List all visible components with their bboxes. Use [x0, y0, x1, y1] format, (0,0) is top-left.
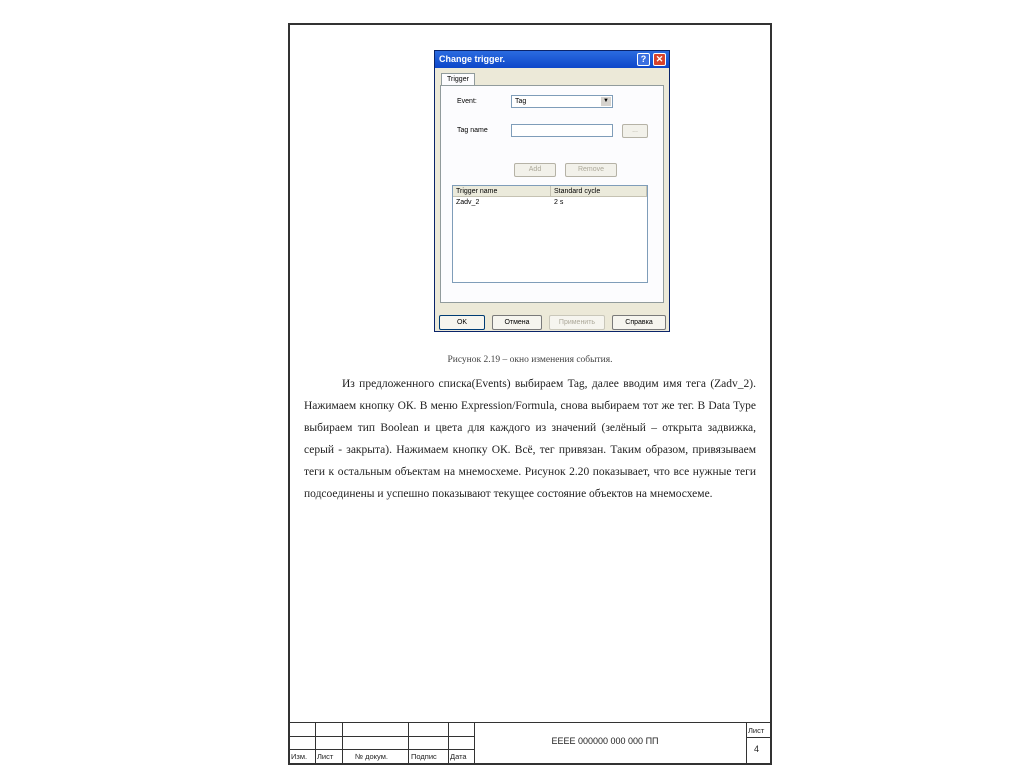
- tagname-label: Tag name: [457, 127, 488, 134]
- sheet-number: 4: [754, 744, 760, 754]
- col-date: Дата: [450, 752, 467, 761]
- row-trigger-name: Zadv_2: [456, 199, 480, 206]
- column-header-trigger-name[interactable]: Trigger name: [453, 186, 551, 197]
- event-label: Event:: [457, 98, 477, 105]
- change-trigger-dialog: [434, 50, 670, 332]
- trigger-list[interactable]: [452, 185, 648, 283]
- col-doc-number: № докум.: [355, 752, 388, 761]
- help-button[interactable]: Справка: [612, 315, 666, 330]
- add-button[interactable]: Add: [514, 163, 556, 177]
- event-value: Tag: [515, 98, 527, 105]
- trigger-panel: [440, 85, 664, 303]
- remove-button[interactable]: Remove: [565, 163, 617, 177]
- sheet-label: Лист: [748, 726, 765, 735]
- tagname-input[interactable]: [511, 124, 613, 137]
- close-icon[interactable]: ✕: [653, 53, 666, 66]
- row-standard-cycle: 2 s: [554, 199, 564, 206]
- column-header-standard-cycle[interactable]: Standard cycle: [551, 186, 647, 197]
- col-signature: Подпис: [411, 752, 437, 761]
- ok-button[interactable]: OK: [439, 315, 485, 330]
- col-list: Лист: [317, 752, 334, 761]
- browse-button[interactable]: ...: [622, 124, 648, 138]
- apply-button[interactable]: Применить: [549, 315, 605, 330]
- chevron-down-icon[interactable]: ▼: [601, 97, 611, 106]
- help-icon[interactable]: ?: [637, 53, 650, 66]
- figure-caption: Рисунок 2.19 – окно изменения события.: [447, 355, 613, 365]
- document-code: ЕЕЕЕ 000000 000 000 ПП: [551, 736, 659, 746]
- dialog-title: Change trigger.: [435, 51, 669, 68]
- body-paragraph: Из предложенного списка(Events) выбираем Tag, далее вводим имя тега (Zadv_2). Нажимаем кнопку ОК. В меню Expression/Formula, снова выбираем тот же тег. В Data Type выбираем тип Boolean и цвета для каждого из значений (зелёный – открыта задвижка, серый - закрыта). Нажимаем кнопку ОК. Всё, тег привязан. Таким образом, привязываем теги к остальным объектам на мнемосхеме. Рисунок 2.20 показывает, что все нужные теги подсоединены и успешно показывают текущее состояние объектов на мнемосхеме.: [304, 378, 756, 500]
- document-page: [288, 23, 772, 765]
- col-izm: Изм.: [291, 752, 308, 761]
- title-block: [290, 722, 770, 763]
- event-select[interactable]: [511, 95, 613, 108]
- cancel-button[interactable]: Отмена: [492, 315, 542, 330]
- tab-trigger[interactable]: Trigger: [441, 73, 475, 86]
